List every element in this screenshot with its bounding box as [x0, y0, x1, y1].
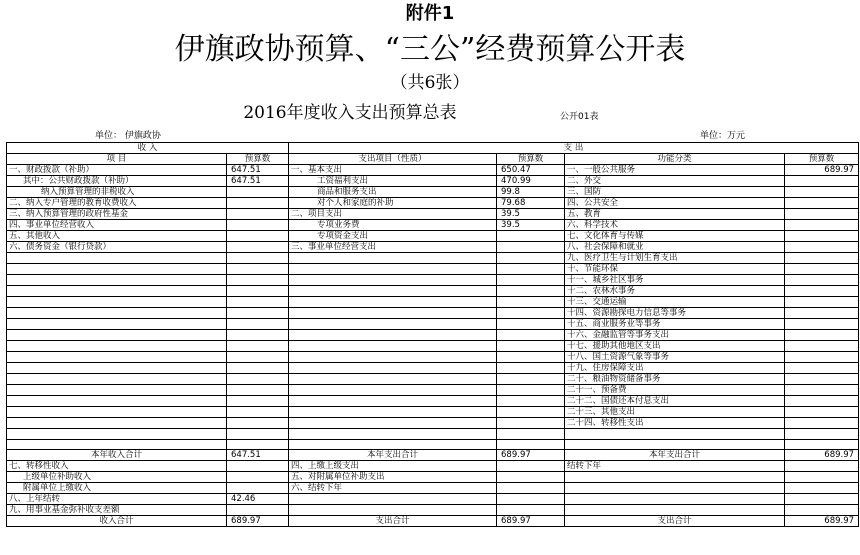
expense-item-cell: [289, 396, 497, 407]
function-item-cell: 二十、粮油物资储备事务: [565, 374, 785, 385]
expense-item-cell: 一、基本支出: [289, 165, 497, 176]
table-row: [7, 187, 859, 198]
function-amount-cell: [785, 220, 859, 231]
page-title: 伊旗政协预算、“三公”经费预算公开表: [174, 32, 686, 67]
table-row: [7, 220, 859, 231]
function-amount-cell: [785, 418, 859, 429]
income-amount-cell: [227, 242, 289, 253]
table-row: [7, 253, 859, 264]
income-item-cell: [7, 330, 227, 341]
function-item-cell: 十九、住房保障支出: [565, 363, 785, 374]
income-item-cell: [7, 275, 227, 286]
expense-item-cell: 四、上缴上级支出: [289, 461, 497, 472]
income-item-cell: 收入合计: [7, 516, 227, 527]
income-amount-cell: 647.51: [227, 176, 289, 187]
income-section-header: 收 入: [7, 143, 289, 154]
expense-item-cell: [289, 308, 497, 319]
expense-item-cell: 专项业务费: [289, 220, 497, 231]
function-amount-cell: [785, 396, 859, 407]
expense-item-cell: 工资福利支出: [289, 176, 497, 187]
function-amount-cell: [785, 374, 859, 385]
income-amount-cell: [227, 472, 289, 483]
income-amount-cell: [227, 319, 289, 330]
table-row: [7, 319, 859, 330]
function-item-cell: 十四、资源勘探电力信息等事务: [565, 308, 785, 319]
expense-item-cell: [289, 407, 497, 418]
income-amount-cell: [227, 231, 289, 242]
income-amount-cell: [227, 187, 289, 198]
expense-item-cell: 三、事业单位经营支出: [289, 242, 497, 253]
expense-item-cell: [289, 275, 497, 286]
income-item-cell: 上级单位补助收入: [7, 472, 227, 483]
column-header-row: [7, 154, 859, 165]
expense-amount-cell: [497, 253, 565, 264]
table-row: [7, 286, 859, 297]
income-item-cell: 纳入预算管理的非税收入: [7, 187, 227, 198]
income-item-cell: 其中：公共财政拨款（补助）: [7, 176, 227, 187]
function-item-cell: 十七、援助其他地区支出: [565, 341, 785, 352]
sheet-count: （共6张）: [390, 73, 470, 93]
table-row: [7, 385, 859, 396]
expense-item-cell: [289, 439, 497, 450]
expense-amount-cell: [497, 264, 565, 275]
income-amount-cell: [227, 363, 289, 374]
expense-item-cell: [289, 319, 497, 330]
col-header-expense-amount: 预算数: [497, 154, 565, 165]
income-amount-cell: 689.97: [227, 516, 289, 527]
col-header-income-item: 项 目: [7, 154, 227, 165]
function-item-cell: 六、科学技术: [565, 220, 785, 231]
expense-item-cell: [289, 385, 497, 396]
col-header-income-amount: 预算数: [227, 154, 289, 165]
table-row: [7, 209, 859, 220]
expense-amount-cell: 39.5: [497, 220, 565, 231]
income-amount-cell: [227, 429, 289, 440]
function-amount-cell: [785, 461, 859, 472]
expense-item-cell: [289, 494, 497, 505]
expense-item-cell: [289, 264, 497, 275]
expense-amount-cell: [497, 363, 565, 374]
expense-amount-cell: [497, 439, 565, 450]
function-item-cell: [565, 483, 785, 494]
function-item-cell: 二十一、预备费: [565, 385, 785, 396]
table-body: [7, 165, 859, 527]
expense-item-cell: 商品和服务支出: [289, 187, 497, 198]
table-row: [7, 308, 859, 319]
table-row: [7, 450, 859, 461]
income-amount-cell: [227, 407, 289, 418]
income-amount-cell: [227, 396, 289, 407]
function-item-cell: 十八、国土资源气象等事务: [565, 352, 785, 363]
function-amount-cell: [785, 385, 859, 396]
function-item-cell: 十三、交通运输: [565, 297, 785, 308]
function-item-cell: 十一、城乡社区事务: [565, 275, 785, 286]
expense-amount-cell: [497, 319, 565, 330]
income-amount-cell: [227, 483, 289, 494]
function-amount-cell: [785, 363, 859, 374]
income-item-cell: 三、纳入预算管理的政府性基金: [7, 209, 227, 220]
function-amount-cell: [785, 176, 859, 187]
income-item-cell: [7, 264, 227, 275]
income-amount-cell: [227, 461, 289, 472]
function-amount-cell: [785, 198, 859, 209]
income-item-cell: 四、事业单位经营收入: [7, 220, 227, 231]
function-item-cell: 九、医疗卫生与计划生育支出: [565, 253, 785, 264]
function-item-cell: [565, 505, 785, 516]
expense-amount-cell: [497, 231, 565, 242]
table-row: [7, 330, 859, 341]
function-amount-cell: [785, 286, 859, 297]
function-amount-cell: [785, 297, 859, 308]
function-amount-cell: [785, 505, 859, 516]
expense-item-cell: 六、结转下年: [289, 483, 497, 494]
sheet-title: 2016年度收入支出预算总表: [243, 103, 457, 123]
income-item-cell: 八、上年结转: [7, 494, 227, 505]
expense-item-cell: [289, 330, 497, 341]
income-item-cell: 五、其他收入: [7, 231, 227, 242]
col-header-function: 功能分类: [565, 154, 785, 165]
expense-amount-cell: 650.47: [497, 165, 565, 176]
expense-item-cell: 五、对附属单位补助支出: [289, 472, 497, 483]
function-amount-cell: [785, 231, 859, 242]
expense-item-cell: [289, 352, 497, 363]
income-amount-cell: [227, 253, 289, 264]
income-item-cell: 附属单位上缴收入: [7, 483, 227, 494]
table-row: [7, 483, 859, 494]
table-row: [7, 231, 859, 242]
function-amount-cell: [785, 439, 859, 450]
table-row: [7, 439, 859, 450]
function-amount-cell: [785, 494, 859, 505]
function-item-cell: [565, 429, 785, 440]
expense-amount-cell: [497, 330, 565, 341]
income-item-cell: [7, 363, 227, 374]
income-amount-cell: [227, 330, 289, 341]
expense-amount-cell: [497, 407, 565, 418]
income-item-cell: [7, 253, 227, 264]
function-amount-cell: [785, 472, 859, 483]
function-item-cell: [565, 472, 785, 483]
expense-amount-cell: 689.97: [497, 516, 565, 527]
expense-amount-cell: 470.99: [497, 176, 565, 187]
expense-item-cell: 二、项目支出: [289, 209, 497, 220]
expense-amount-cell: [497, 275, 565, 286]
table-row: [7, 505, 859, 516]
income-amount-cell: [227, 286, 289, 297]
table-row: [7, 429, 859, 440]
expense-item-cell: [289, 374, 497, 385]
income-amount-cell: [227, 198, 289, 209]
col-header-expense-nature: 支出项目（性质）: [289, 154, 497, 165]
expense-amount-cell: [497, 341, 565, 352]
income-amount-cell: [227, 352, 289, 363]
income-item-cell: 本年收入合计: [7, 450, 227, 461]
expense-item-cell: [289, 297, 497, 308]
budget-table: [6, 142, 859, 527]
unit-organization: 单位： 伊旗政协: [95, 131, 161, 141]
expense-amount-cell: [497, 374, 565, 385]
table-row: [7, 472, 859, 483]
function-item-cell: 八、社会保障和就业: [565, 242, 785, 253]
table-row: [7, 494, 859, 505]
function-amount-cell: [785, 352, 859, 363]
income-item-cell: [7, 297, 227, 308]
income-item-cell: 七、转移性收入: [7, 461, 227, 472]
function-amount-cell: [785, 429, 859, 440]
function-amount-cell: [785, 407, 859, 418]
income-amount-cell: [227, 374, 289, 385]
income-item-cell: [7, 396, 227, 407]
income-item-cell: 二、纳入专户管理的教育收费收入: [7, 198, 227, 209]
expense-amount-cell: 79.68: [497, 198, 565, 209]
expense-item-cell: [289, 286, 497, 297]
income-item-cell: [7, 385, 227, 396]
expense-amount-cell: 99.8: [497, 187, 565, 198]
expense-amount-cell: [497, 483, 565, 494]
expense-amount-cell: [497, 418, 565, 429]
function-amount-cell: 689.97: [785, 516, 859, 527]
table-row: [7, 418, 859, 429]
expense-amount-cell: 689.97: [497, 450, 565, 461]
expense-amount-cell: [497, 297, 565, 308]
function-item-cell: 一、一般公共服务: [565, 165, 785, 176]
table-row: [7, 461, 859, 472]
expense-amount-cell: [497, 352, 565, 363]
function-amount-cell: [785, 242, 859, 253]
expense-amount-cell: [497, 385, 565, 396]
expense-amount-cell: [497, 494, 565, 505]
income-item-cell: [7, 319, 227, 330]
income-item-cell: [7, 374, 227, 385]
expense-item-cell: [289, 253, 497, 264]
table-row: [7, 242, 859, 253]
function-amount-cell: [785, 209, 859, 220]
function-item-cell: 十六、金融监管等事务支出: [565, 330, 785, 341]
table-row: [7, 396, 859, 407]
income-amount-cell: 42.46: [227, 494, 289, 505]
expense-item-cell: 对个人和家庭的补助: [289, 198, 497, 209]
expense-item-cell: [289, 505, 497, 516]
function-item-cell: [565, 439, 785, 450]
function-amount-cell: [785, 308, 859, 319]
income-item-cell: 六、债务资金（银行贷款）: [7, 242, 227, 253]
income-amount-cell: [227, 341, 289, 352]
function-item-cell: 十二、农林水事务: [565, 286, 785, 297]
expense-item-cell: [289, 341, 497, 352]
function-item-cell: [565, 494, 785, 505]
expense-amount-cell: [497, 396, 565, 407]
function-item-cell: 五、教育: [565, 209, 785, 220]
unit-currency: 单位：万元: [700, 131, 746, 141]
function-item-cell: 三、国防: [565, 187, 785, 198]
expense-item-cell: [289, 363, 497, 374]
function-item-cell: 十、节能环保: [565, 264, 785, 275]
function-item-cell: 二十二、国债还本付息支出: [565, 396, 785, 407]
table-row: [7, 363, 859, 374]
income-amount-cell: [227, 385, 289, 396]
expense-item-cell: [289, 418, 497, 429]
income-amount-cell: [227, 439, 289, 450]
income-amount-cell: [227, 418, 289, 429]
sheet-code: 公开01表: [560, 112, 599, 122]
income-item-cell: 一、财政拨款（补助）: [7, 165, 227, 176]
income-amount-cell: [227, 264, 289, 275]
table-row: [7, 341, 859, 352]
expense-item-cell: 本年支出合计: [289, 450, 497, 461]
table-row: [7, 516, 859, 527]
expense-item-cell: 支出合计: [289, 516, 497, 527]
function-amount-cell: [785, 264, 859, 275]
expense-amount-cell: [497, 429, 565, 440]
function-amount-cell: [785, 341, 859, 352]
attachment-label: 附件1: [405, 3, 455, 24]
expense-item-cell: [289, 429, 497, 440]
table-row: [7, 264, 859, 275]
expense-amount-cell: [497, 242, 565, 253]
function-item-cell: 二、外交: [565, 176, 785, 187]
income-amount-cell: [227, 220, 289, 231]
income-amount-cell: [227, 505, 289, 516]
income-amount-cell: [227, 275, 289, 286]
function-item-cell: 十五、商业服务业等事务: [565, 319, 785, 330]
function-item-cell: 支出合计: [565, 516, 785, 527]
expense-amount-cell: [497, 286, 565, 297]
table-row: [7, 374, 859, 385]
income-amount-cell: 647.51: [227, 450, 289, 461]
function-item-cell: 二十三、其他支出: [565, 407, 785, 418]
table-row: [7, 352, 859, 363]
function-amount-cell: [785, 253, 859, 264]
function-item-cell: 七、文化体育与传媒: [565, 231, 785, 242]
income-item-cell: [7, 429, 227, 440]
function-amount-cell: [785, 187, 859, 198]
expense-amount-cell: 39.5: [497, 209, 565, 220]
table-row: [7, 165, 859, 176]
income-item-cell: [7, 439, 227, 450]
income-item-cell: [7, 341, 227, 352]
function-item-cell: 二十四、转移性支出: [565, 418, 785, 429]
income-item-cell: [7, 407, 227, 418]
function-amount-cell: [785, 275, 859, 286]
function-item-cell: 四、公共安全: [565, 198, 785, 209]
income-amount-cell: 647.51: [227, 165, 289, 176]
function-amount-cell: 689.97: [785, 450, 859, 461]
function-item-cell: 本年支出合计: [565, 450, 785, 461]
expense-amount-cell: [497, 505, 565, 516]
function-amount-cell: 689.97: [785, 165, 859, 176]
table-row: [7, 275, 859, 286]
expense-item-cell: 专项资金支出: [289, 231, 497, 242]
income-item-cell: [7, 352, 227, 363]
expense-amount-cell: [497, 472, 565, 483]
function-amount-cell: [785, 319, 859, 330]
table-row: [7, 407, 859, 418]
function-amount-cell: [785, 483, 859, 494]
income-item-cell: 九、用事业基金弥补收支差额: [7, 505, 227, 516]
table-row: [7, 198, 859, 209]
section-header-row: [7, 143, 859, 154]
function-item-cell: 结转下年: [565, 461, 785, 472]
income-item-cell: [7, 286, 227, 297]
expense-section-header: 支 出: [289, 143, 859, 154]
income-amount-cell: [227, 297, 289, 308]
function-amount-cell: [785, 330, 859, 341]
table-row: [7, 176, 859, 187]
income-amount-cell: [227, 209, 289, 220]
col-header-function-amount: 预算数: [785, 154, 859, 165]
expense-amount-cell: [497, 308, 565, 319]
income-item-cell: [7, 308, 227, 319]
expense-amount-cell: [497, 461, 565, 472]
income-amount-cell: [227, 308, 289, 319]
income-item-cell: [7, 418, 227, 429]
table-row: [7, 297, 859, 308]
